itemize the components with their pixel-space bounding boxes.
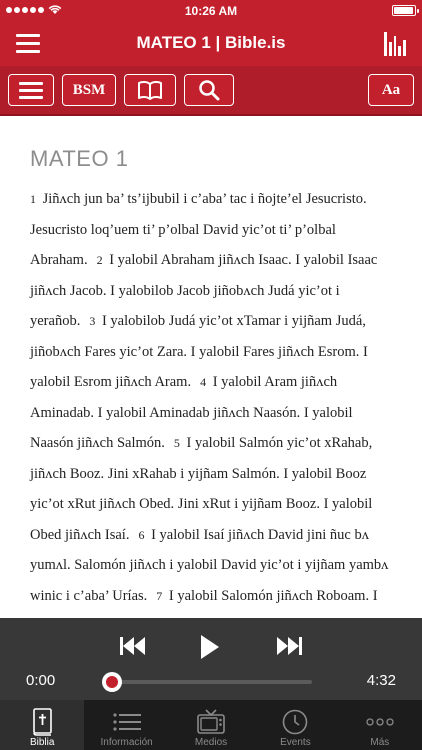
list-icon [113,712,141,732]
verse-number[interactable]: 1 [30,192,36,206]
list-icon [19,78,43,103]
chapter-title: MATEO 1 [30,146,129,171]
text-size-button[interactable]: Aa [368,74,414,106]
battery-icon [392,5,416,16]
chapter-list-button[interactable] [8,74,54,106]
menu-button[interactable] [16,34,40,54]
verse-number[interactable]: 6 [129,527,145,542]
verse-text[interactable]: I yalobil Aram jiñʌch Aminadab. I yalobil Aminadab jiñʌch Naasón. I yalobil Naasón jiñʌch Salmón. [30,374,353,451]
tab-informacion[interactable] [84,700,168,750]
tab-bar [0,700,422,750]
play-icon [200,634,220,660]
progress-track[interactable] [110,680,312,684]
bible-icon [31,708,53,736]
verse-number[interactable]: 7 [147,588,163,603]
version-button[interactable]: BSM [62,74,116,106]
status-bar [0,0,422,22]
tab-biblia[interactable] [0,700,84,750]
search-icon [198,79,220,101]
verse-text[interactable]: I yalobilob Judá yic’ot xTamar i yijñam Judá, jiñobʌch Fares yic’ot Zara. I yalobil Fares jiñʌch Esrom. I yalobil Esrom jiñʌch Aram. [30,313,368,390]
page-title: MATEO 1 | Bible.is [136,33,286,52]
tab-medios[interactable] [169,700,253,750]
current-time: 0:00 [26,672,56,689]
clock-icon [282,709,308,735]
scripture-text [30,184,392,618]
reader-toolbar [0,66,422,116]
play-button[interactable] [200,634,220,665]
tab-mas[interactable] [338,700,422,750]
more-icon [366,718,394,726]
verse-number[interactable]: 2 [87,253,103,267]
verse-number[interactable]: 3 [80,314,96,328]
reading-pane[interactable] [0,118,422,618]
skip-forward-icon [276,636,302,656]
duration-time: 4:32 [366,672,396,689]
verse-text[interactable]: I yalobil Salomón jiñʌch Roboam. I [168,587,378,604]
status-time: 10:26 AM [184,4,238,18]
verse-text[interactable]: I yalobil Salmón yic’ot xRahab, jiñʌch Booz. Jini xRahab i yijñam Salmón. I yalobil Booz yic’ot xRut jiñʌch Obed. Jini xRut i yijñam Booz. I yalobil Obed jiñʌch Isaí. [30,435,373,543]
verse-text[interactable]: I yalobil Isaí jiñʌch David jini ñuc bʌ yumʌl. Salomón jiñʌch i yalobil David yic’ot i yijñam yambʌ winic i c’aba’ Urías. [30,526,389,604]
skip-back-icon [120,636,146,656]
verse-text[interactable]: Jiñʌch jun ba’ ts’ijbubil i c’aba’ tac i ñojte’el Jesucristo. Jesucristo loq’uem ti’ p’olbal David yic’ot ti’ p’olbal Abraham. [30,191,367,268]
nav-bar [0,22,422,66]
tab-label: Events [280,737,311,748]
battery-fill [394,7,413,14]
tv-icon [197,709,225,735]
previous-button[interactable] [120,636,146,661]
book-icon [137,80,163,100]
verse-number[interactable]: 4 [191,375,207,389]
verse-number[interactable]: 5 [164,436,180,450]
audio-player [0,618,422,700]
tab-label: Información [100,737,153,748]
book-button[interactable] [124,74,176,106]
progress-knob[interactable] [102,672,122,692]
tab-label: Medios [194,737,228,748]
audio-bars-icon[interactable] [384,32,406,56]
tab-label: Más [370,737,390,748]
next-button[interactable] [276,636,302,661]
verse-text[interactable]: I yalobil Abraham jiñʌch Isaac. I yalobil Isaac jiñʌch Jacob. I yalobilob Jacob jiñobʌch Judá yic’ot i yerañob. [30,252,378,329]
tab-events[interactable] [253,700,337,750]
tab-label: Biblia [29,737,55,748]
search-button[interactable] [184,74,234,106]
